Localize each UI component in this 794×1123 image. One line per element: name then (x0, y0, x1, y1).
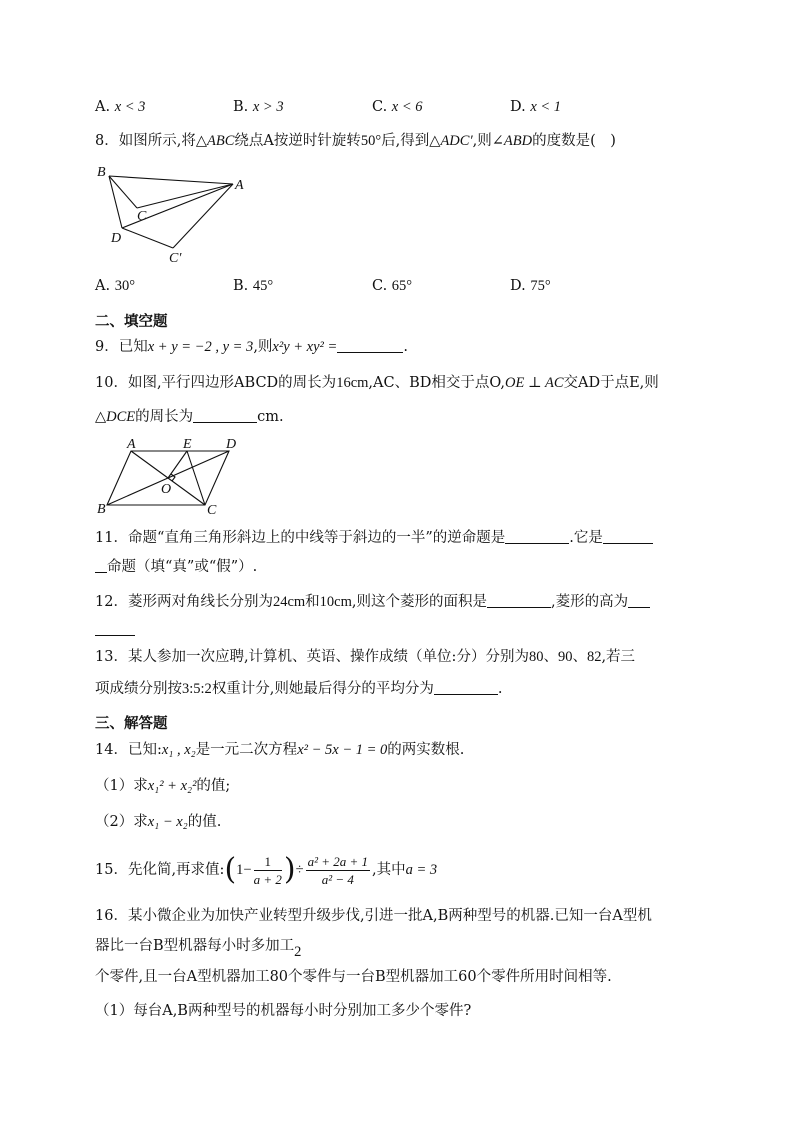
q8-stem: 8．如图所示,将△ABC绕点A按逆时针旋转50°后,得到△ADC′,则∠ABD的度数是( ) (95, 133, 616, 149)
q8-option-d: D. 75° (510, 278, 551, 294)
q12-answer-blank-1[interactable] (487, 593, 551, 608)
q10-stem-line2: △DCE的周长为 cm. (95, 409, 284, 425)
q7-option-c: C. x < 6 (372, 99, 423, 115)
q10-stem-line1: 10．如图,平行四边形ABCD的周长为16cm,AC、BD相交于点O,OE ⊥ AC交AD于点E,则 (95, 375, 659, 391)
q8-option-c: C. 65° (372, 278, 413, 294)
q10-label-c: C (207, 503, 217, 517)
q16-part-1: （1）每台A,B两种型号的机器每小时分别加工多少个零件? (95, 1003, 472, 1019)
q8-option-a: A. 30° (95, 278, 136, 294)
q11-answer-blank-2a[interactable] (603, 529, 653, 544)
q16-stem-line3: 个零件,且一台A型机器加工80个零件与一台B型机器加工60个零件所用时间相等. (95, 969, 612, 985)
q15-paren-open: ( (224, 852, 237, 887)
q16-stem-line1: 16．某小微企业为加快产业转型升级步伐,引进一批A,B两种型号的机器.已知一台A型机 (95, 908, 652, 924)
q10-label-o: O (161, 482, 172, 497)
q8-label-d: D (111, 231, 122, 246)
q10-answer-blank[interactable] (193, 408, 257, 423)
q8-label-a: A (235, 178, 244, 193)
q8-label-c: C (137, 209, 147, 224)
q8-rotation-figure (95, 160, 255, 270)
q11-answer-blank-2b[interactable] (95, 558, 107, 573)
q8-label-b: B (97, 165, 106, 180)
q11-stem-line2: 命题（填“真”或“假”）. (95, 557, 257, 577)
q14-part-2: （2）求x₁ − x₂的值. (95, 814, 222, 830)
q13-answer-blank[interactable] (434, 680, 498, 695)
q8-segment-dc-prime (122, 228, 173, 248)
q8-label-c-prime: C′ (169, 251, 182, 266)
q15-paren-close: ) (283, 852, 296, 887)
q10-label-e: E (183, 437, 192, 452)
q8-option-b: B. 45° (233, 278, 274, 294)
q15-stem: 15．先化简,再求值:(1− $\frac{1}{a + 2}$ )÷ $\frac{\text{a² + 2a + 1}}{\text{a² − 4}}$ ,其中a = 3 (95, 852, 438, 887)
q12-answer-blank-2a[interactable] (628, 593, 650, 608)
q12-stem-line2 (95, 620, 135, 640)
q9-answer-blank[interactable] (337, 338, 403, 353)
q7-option-d: D. x < 1 (510, 99, 562, 115)
q14-part-1: （1）求x₁² + x₂²的值; (95, 778, 231, 794)
q15-fraction-2: $\frac{\text{a² + 2a + 1}}{\text{a² − 4}}$ (307, 853, 369, 887)
q8-segment-ba (109, 176, 233, 184)
q11-stem-line1: 11．命题“直角三角形斜边上的中线等于斜边的一半”的逆命题是 .它是 (95, 528, 653, 548)
q11-answer-blank-1[interactable] (505, 529, 569, 544)
q8-segment-ca (137, 184, 233, 208)
q10-label-a: A (127, 437, 136, 452)
q7-option-a: A. x < 3 (95, 99, 146, 115)
q10-segment-ec (187, 451, 205, 505)
q7-option-b: B. x > 3 (233, 99, 284, 115)
q15-fraction-1: $\frac{1}{a + 2}$ (253, 853, 282, 887)
section-solutions-heading: 三、解答题 (95, 716, 168, 732)
q14-stem: 14．已知:x₁ , x₂是一元二次方程x² − 5x − 1 = 0的两实数根. (95, 742, 465, 758)
q9-stem: 9．已知x + y = −2 , y = 3,则x²y + xy² = . (95, 339, 408, 355)
q10-parallelogram-figure (95, 437, 255, 517)
q13-stem-line1: 13．某人参加一次应聘,计算机、英语、操作成绩（单位:分）分别为80、90、82,若三 (95, 649, 636, 665)
q13-stem-line2: 项成绩分别按3:5:2权重计分,则她最后得分的平均分为 . (95, 681, 503, 697)
q12-stem: 12．菱形两对角线长分别为24cm和10cm,则这个菱形的面积是 ,菱形的高为 (95, 592, 650, 612)
q8-segment-c-prime-a (173, 184, 233, 248)
q12-answer-blank-2b[interactable] (95, 621, 135, 636)
section-fill-in-heading: 二、填空题 (95, 314, 168, 330)
q10-label-b: B (97, 502, 106, 517)
q16-stem-line2: 器比一台B型机器每小时多加工2 (95, 938, 302, 960)
q10-label-d: D (226, 437, 237, 452)
